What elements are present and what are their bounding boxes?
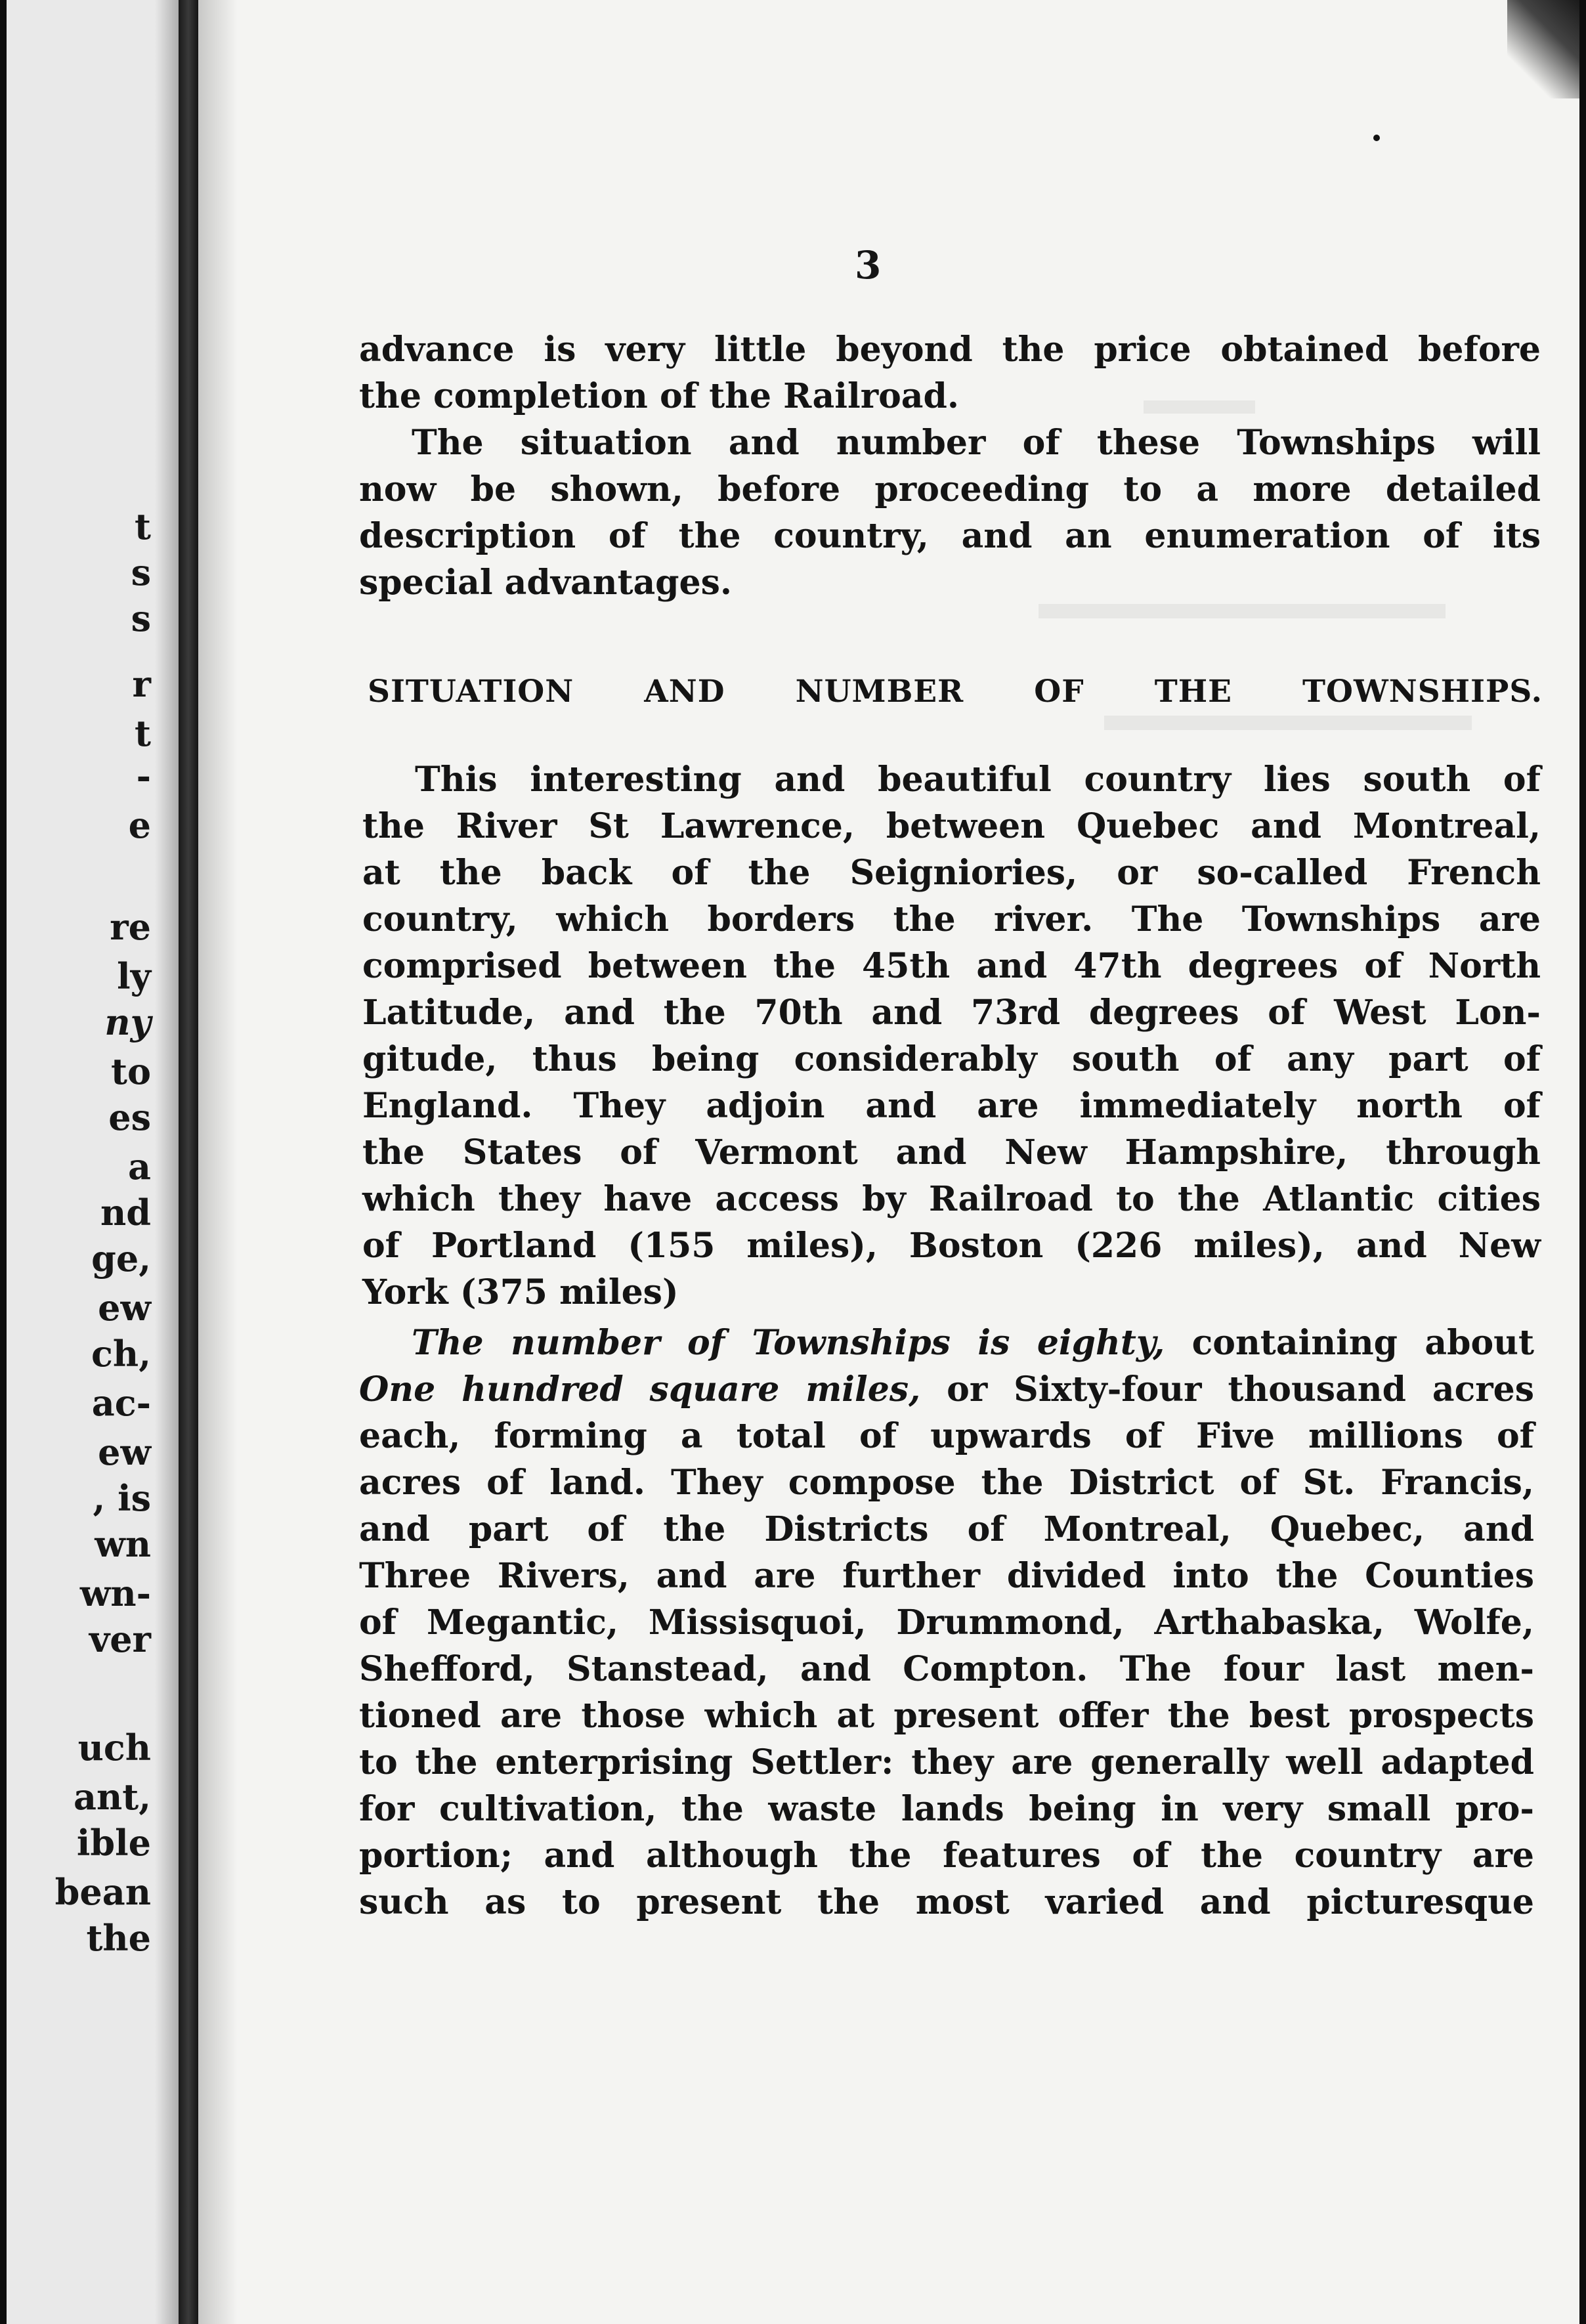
left-fragment: re (110, 906, 151, 948)
text-line: Three Rivers, and are further divided into the Counties (359, 1556, 1534, 1596)
left-fragment: ew (98, 1287, 151, 1329)
main-page (198, 0, 1579, 2324)
left-fragment: ge, (91, 1237, 151, 1280)
text-line: and part of the Districts of Montreal, Quebec, and (359, 1509, 1534, 1549)
text-line: description of the country, and an enumeration of its (359, 516, 1541, 556)
bleed-through-mark (1104, 716, 1472, 730)
text-line: tioned are those which at present offer the best prospects (359, 1696, 1534, 1736)
ink-speck (1373, 135, 1380, 141)
left-fragment: es (108, 1096, 151, 1138)
text-line: special advantages. (359, 563, 732, 603)
text-line: gitude, thus being considerably south of any part of (362, 1039, 1541, 1079)
opening-paragraphs (359, 326, 1541, 606)
text-line: York (375 miles) (362, 1272, 679, 1312)
text-line: England. They adjoin and are immediately north of (362, 1086, 1541, 1126)
left-fragment: r (132, 663, 151, 705)
page-corner-shadow (1507, 0, 1579, 98)
text-line: each, forming a total of upwards of Five millions of (359, 1416, 1534, 1456)
section-heading: SITUATION AND NUMBER OF THE TOWNSHIPS. (368, 674, 1543, 710)
text-fragment: or Sixty-four thousand acres (947, 1369, 1534, 1409)
left-fragment: wn- (79, 1572, 151, 1614)
text-line: advance is very little beyond the price obtained before (359, 330, 1541, 370)
text-line: such as to present the most varied and picturesque (359, 1882, 1534, 1922)
text-fragment: containing about (1191, 1323, 1534, 1363)
left-page-shadow (155, 0, 179, 2324)
townships-paragraph (359, 1320, 1534, 1926)
text-line: the completion of the Railroad. (359, 376, 959, 416)
text-line: which they have access by Railroad to the Atlantic cities (362, 1179, 1541, 1219)
left-fragment: ible (76, 1822, 151, 1864)
left-fragment: t (135, 712, 151, 754)
text-line: the River St Lawrence, between Quebec and Montreal, (362, 806, 1541, 846)
page-gutter (179, 0, 198, 2324)
text-line (359, 1366, 1534, 1413)
bleed-through-mark (1039, 604, 1446, 618)
text-line: of Megantic, Missisquoi, Drummond, Arthabaska, Wolfe, (359, 1603, 1534, 1643)
left-fragment: uch (77, 1727, 151, 1769)
left-fragment: nd (100, 1192, 151, 1234)
left-fragment: wn (95, 1523, 151, 1565)
left-fragment: - (136, 755, 151, 797)
text-line: the States of Vermont and New Hampshire, through (362, 1132, 1541, 1173)
text-line: at the back of the Seigniories, or so-called French (362, 853, 1541, 893)
left-fragment: , is (93, 1477, 151, 1519)
page-edge-shade (198, 0, 238, 2324)
text-line: country, which borders the river. The Townships are (362, 899, 1541, 939)
left-fragment: s (131, 551, 151, 593)
left-fragment: e (128, 804, 151, 846)
left-fragment: ver (89, 1618, 151, 1660)
text-line (359, 1320, 1534, 1366)
text-line: comprised between the 45th and 47th degrees of North (362, 946, 1541, 986)
left-fragment: a (128, 1146, 151, 1188)
text-line: portion; and although the features of the country are (359, 1836, 1534, 1876)
left-fragment: bean (54, 1871, 151, 1913)
text-line: The situation and number of these Townships will (412, 423, 1541, 463)
text-line: for cultivation, the waste lands being in very small pro- (359, 1789, 1534, 1829)
text-line: Shefford, Stanstead, and Compton. The four last men- (359, 1649, 1534, 1689)
left-fragment: to (111, 1050, 151, 1092)
text-line: This interesting and beautiful country lies south of (415, 760, 1541, 800)
left-fragment: t (135, 506, 151, 548)
left-fragment: ac- (91, 1382, 151, 1424)
text-line: acres of land. They compose the District of St. Francis, (359, 1463, 1534, 1503)
text-line: of Portland (155 miles), Boston (226 miles), and New (362, 1226, 1541, 1266)
left-fragment: ant, (74, 1776, 151, 1818)
emphasis-text: One hundred square miles, (359, 1369, 921, 1409)
text-line: now be shown, before proceeding to a more detailed (359, 469, 1541, 509)
left-page (7, 0, 179, 2324)
left-fragment: ly (117, 955, 151, 997)
emphasis-text: The number of Townships is eighty, (412, 1323, 1165, 1363)
left-fragment: s (131, 597, 151, 639)
text-line: to the enterprising Settler: they are generally well adapted (359, 1742, 1534, 1782)
left-fragment: the (86, 1917, 151, 1959)
left-fragment: ew (98, 1431, 151, 1473)
left-fragment: ch, (91, 1333, 151, 1375)
page-number: 3 (855, 243, 882, 288)
text-line: Latitude, and the 70th and 73rd degrees of West Lon- (362, 993, 1541, 1033)
left-fragment: ny (104, 1001, 151, 1043)
situation-paragraph (362, 756, 1541, 1316)
